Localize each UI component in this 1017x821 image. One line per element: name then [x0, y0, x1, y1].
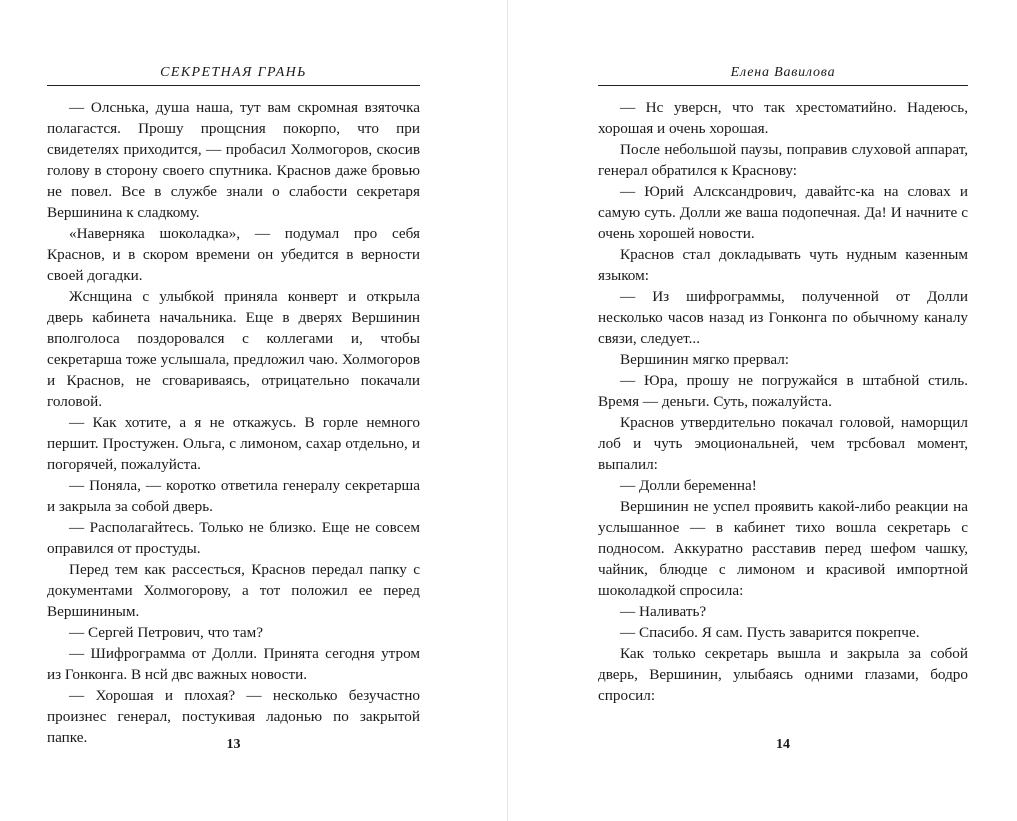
- paragraph: Перед тем как рассесться, Краснов передал папку с документами Холмогорову, а тот положил ее перед Вершининым.: [47, 561, 420, 620]
- paragraph: Вершинин не успел проявить какой-либо реакции на услышанное — в кабинет тихо вошла секретарь с подносом. Аккуратно расставив перед шефом чашку, чайник, блюдце с лимоном и красивой импортной шоколадкой спросила:: [598, 498, 968, 599]
- paragraph: «Наверняка шоколадка», — подумал про себя Краснов, и в скором времени он убедится в верности своей догадки.: [47, 225, 420, 284]
- paragraph: — Поняла, — коротко ответила генералу секретарша и закрыла за собой дверь.: [47, 477, 420, 515]
- paragraph: После небольшой паузы, поправив слуховой аппарат, генерал обратился к Краснову:: [598, 141, 968, 179]
- paragraph: — Юра, прошу не погружайся в штабной стиль. Время — деньги. Суть, пожалуйста.: [598, 372, 968, 410]
- paragraph: — Спасибо. Я сам. Пусть заварится покрепче.: [620, 624, 920, 641]
- page-body-right: [598, 97, 968, 706]
- paragraph: Как только секретарь вышла и закрыла за собой дверь, Вершинин, улыбаясь одними глазами, бодро спросил:: [598, 645, 968, 704]
- paragraph: — Долли беременна!: [620, 477, 757, 494]
- paragraph: — Из шифрограммы, полученной от Долли несколько часов назад из Гонконга по обычному каналу связи, следует...: [598, 288, 968, 347]
- running-header-right: Елена Вавилова: [598, 64, 968, 86]
- paragraph: Краснов утвердительно покачал головой, наморщил лоб и чуть эмоциональней, чем трсбовал момент, выпалил:: [598, 414, 968, 473]
- running-header-left: СЕКРЕТНАЯ ГРАНЬ: [47, 64, 420, 86]
- paragraph: — Наливать?: [620, 603, 707, 620]
- paragraph: — Олснька, душа наша, тут вам скромная взяточка полагастся. Прошу прощсния покорпо, что при свидетелях приходится, — пробасил Холмогоров, скосив голову в сторону своего спутника. Краснов даже бровью не повел. Все в службе знали о слабости секретаря Вершинина к сладкому.: [47, 99, 420, 221]
- page-number-right: 14: [776, 737, 790, 752]
- page-body-left: [47, 97, 420, 748]
- paragraph: — Юрий Алсксандрович, давайтс-ка на словах и самую суть. Долли же ваша подопечная. Да! И начните с очень хорошей новости.: [598, 183, 968, 242]
- paragraph: Жснщина с улыбкой приняла конверт и открыла дверь кабинета начальника. Еще в дверях Вершинин вполголоса поздоровался с коллегами и, чтобы секретарша тоже услышала, предложил чаю. Холмогоров и Краснов, не сговариваясь, отрицательно покачали головой.: [47, 288, 420, 410]
- left-page: [0, 0, 508, 821]
- paragraph: — Нс уверсн, что так хрестоматийно. Надеюсь, хорошая и очень хорошая.: [598, 99, 968, 137]
- page-number-left: 13: [226, 737, 241, 752]
- paragraph: — Как хотите, а я не откажусь. В горле немного першит. Простужен. Ольга, с лимоном, сахар отдельно, и погорячей, пожалуйста.: [47, 414, 420, 473]
- right-page: [508, 0, 1016, 821]
- paragraph: — Сергей Петрович, что там?: [69, 624, 263, 641]
- paragraph: Краснов стал докладывать чуть нудным казенным языком:: [598, 246, 968, 284]
- paragraph: Вершинин мягко прервал:: [620, 351, 789, 368]
- paragraph: — Хорошая и плохая? — несколько безучастно произнес генерал, постукивая ладонью по закрытой папке.: [47, 687, 420, 746]
- paragraph: — Шифрограмма от Долли. Принята сегодня утром из Гонконга. В нсй двс важных новости.: [47, 645, 420, 683]
- paragraph: — Располагайтесь. Только не близко. Еще не совсем оправился от простуды.: [47, 519, 420, 557]
